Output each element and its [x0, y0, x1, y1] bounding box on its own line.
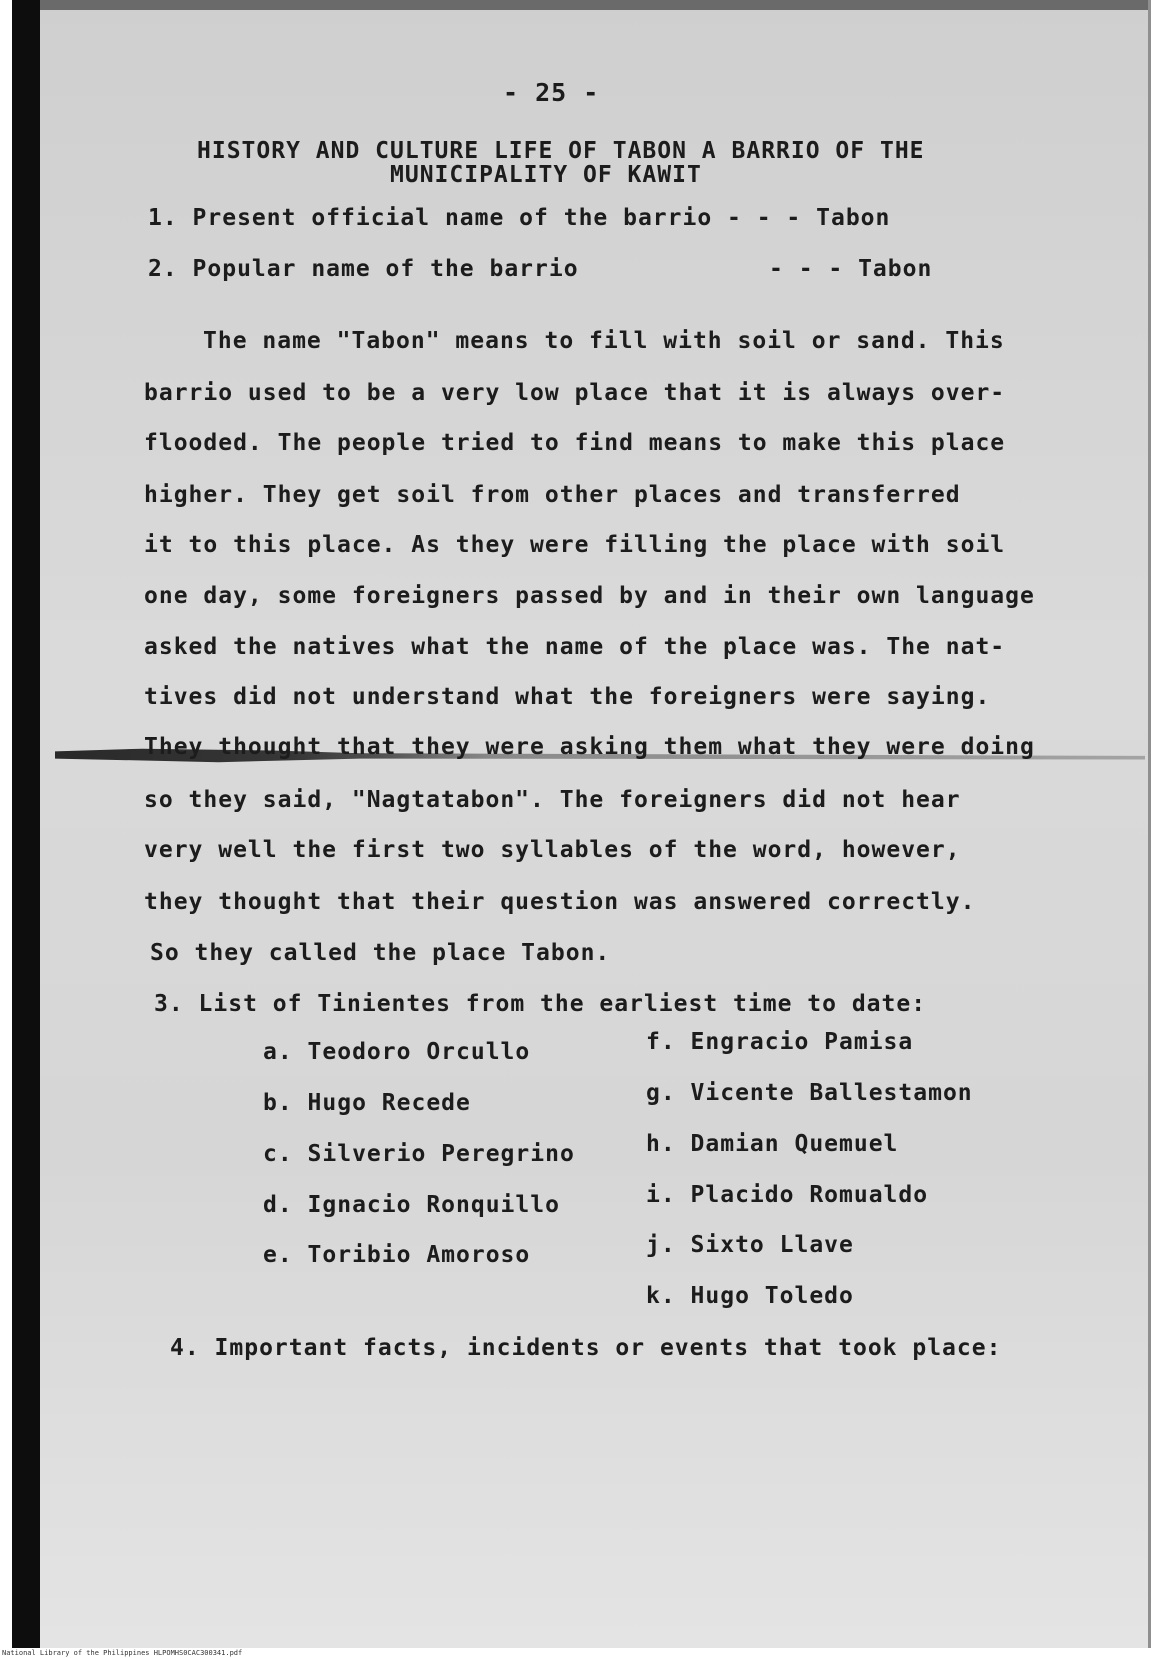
- paragraph-line: it to this place. As they were filling the place with soil: [144, 532, 1006, 558]
- paragraph-line: they thought that their question was answered correctly.: [144, 889, 976, 915]
- item-1-official-name: 1. Present official name of the barrio - - - Tabon: [148, 205, 891, 231]
- tiniente-list-item: h. Damian Quemuel: [646, 1131, 899, 1157]
- tiniente-list-item: c. Silverio Peregrino: [263, 1141, 575, 1167]
- tiniente-list-item: i. Placido Romualdo: [646, 1182, 929, 1208]
- item-3-tinientes-heading: 3. List of Tinientes from the earliest time to date:: [154, 991, 927, 1017]
- document-title-line-2: MUNICIPALITY OF KAWIT: [390, 162, 702, 188]
- tiniente-list-item: f. Engracio Pamisa: [646, 1029, 914, 1055]
- item-2-popular-name-label: 2. Popular name of the barrio: [148, 256, 579, 282]
- page-top-edge: [12, 0, 1148, 10]
- tiniente-list-item: j. Sixto Llave: [646, 1232, 854, 1258]
- paragraph-line: barrio used to be a very low place that it is always over-: [144, 380, 1006, 406]
- paragraph-line: asked the natives what the name of the place was. The nat-: [144, 634, 1006, 660]
- page-right-edge: [1148, 0, 1151, 1648]
- paragraph-line: one day, some foreigners passed by and in their own language: [144, 583, 1035, 609]
- item-2-popular-name-value: - - - Tabon: [769, 256, 933, 282]
- page-left-binding: [12, 0, 40, 1648]
- paragraph-line: The name "Tabon" means to fill with soil or sand. This: [203, 328, 1005, 354]
- scan-footer-source: National Library of the Philippines HLPOMHS0CAC300341.pdf: [2, 1649, 243, 1657]
- paragraph-line: They thought that they were asking them what they were doing: [144, 734, 1035, 760]
- tiniente-list-item: b. Hugo Recede: [263, 1090, 471, 1116]
- paper-page: [12, 0, 1148, 1648]
- tiniente-list-item: g. Vicente Ballestamon: [646, 1080, 973, 1106]
- page-number: - 25 -: [503, 78, 600, 107]
- tiniente-list-item: k. Hugo Toledo: [646, 1283, 854, 1309]
- paragraph-line: flooded. The people tried to find means to make this place: [144, 430, 1006, 456]
- tiniente-list-item: d. Ignacio Ronquillo: [263, 1192, 560, 1218]
- tiniente-list-item: a. Teodoro Orcullo: [263, 1039, 531, 1065]
- tiniente-list-item: e. Toribio Amoroso: [263, 1242, 531, 1268]
- paragraph-line: higher. They get soil from other places and transferred: [144, 482, 961, 508]
- paragraph-line: tives did not understand what the foreigners were saying.: [144, 684, 991, 710]
- paragraph-line: So they called the place Tabon.: [150, 940, 611, 966]
- item-4-important-facts-heading: 4. Important facts, incidents or events that took place:: [170, 1335, 1002, 1361]
- paragraph-line: so they said, "Nagtatabon". The foreigners did not hear: [144, 787, 961, 813]
- document-title-line-1: HISTORY AND CULTURE LIFE OF TABON A BARRIO OF THE: [197, 138, 925, 164]
- paragraph-line: very well the first two syllables of the word, however,: [144, 837, 961, 863]
